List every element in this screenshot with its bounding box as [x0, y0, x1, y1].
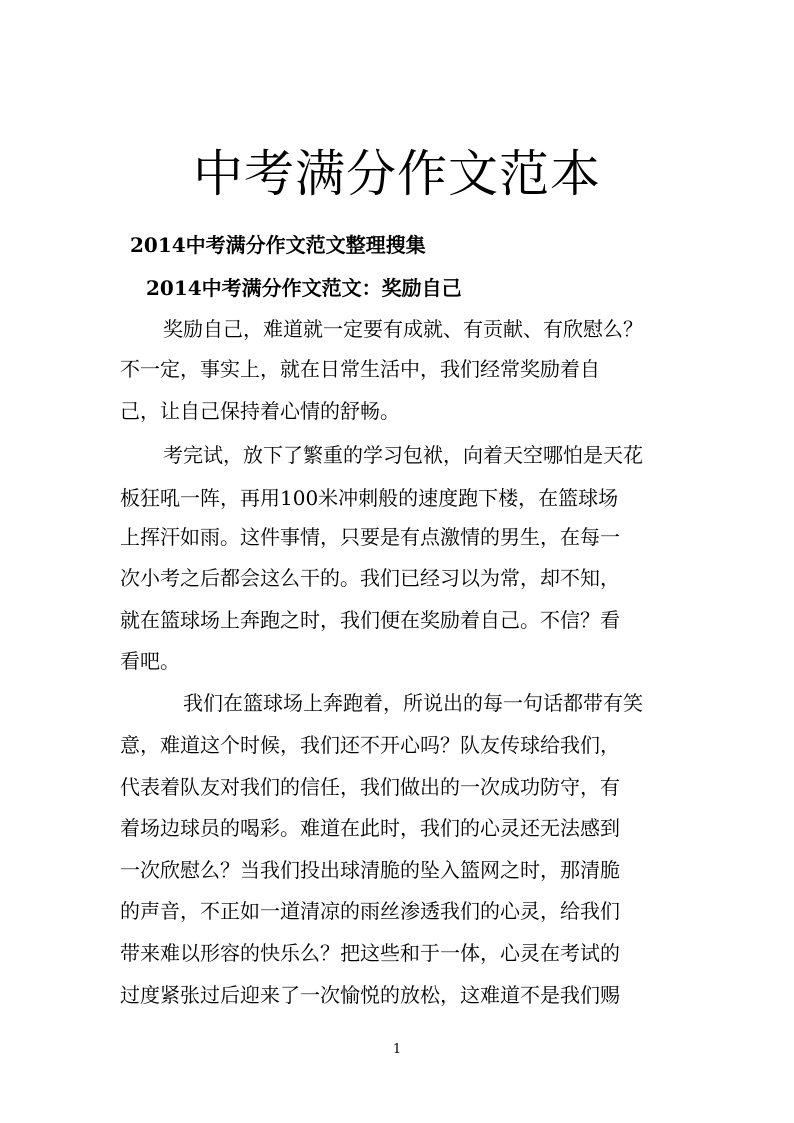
paragraph-3-line-3: 代表着队友对我们的信任，我们做出的一次成功防守，有 [120, 775, 620, 799]
document-title: 中考满分作文范本 [193, 145, 601, 203]
paragraph-1-line-2: 不一定，事实上，就在日常生活中，我们经常奖励着自 [120, 357, 600, 381]
essay-heading: 2014中考满分作文范文：奖励自己 [146, 276, 462, 300]
page-number: 1 [392, 1042, 402, 1057]
paragraph-3-line-7: 带来难以形容的快乐么？把这些和于一体，心灵在考试的 [120, 941, 620, 965]
paragraph-2-line-5: 就在篮球场上奔跑之时，我们便在奖励着自己。不信？看 [120, 608, 620, 632]
paragraph-1-line-1: 奖励自己，难道就一定要有成就、有贡献、有欣慰么？ [163, 317, 643, 341]
paragraph-3-line-2: 意，难道这个时候，我们还不开心吗？队友传球给我们， [120, 733, 620, 757]
collection-heading: 2014中考满分作文范文整理搜集 [130, 233, 426, 257]
paragraph-3-line-8: 过度紧张过后迎来了一次愉悦的放松，这难道不是我们赐 [120, 983, 620, 1007]
paragraph-1-line-3: 己，让自己保持着心情的舒畅。 [120, 399, 400, 423]
paragraph-3-line-4: 着场边球员的喝彩。难道在此时，我们的心灵还无法感到 [120, 816, 620, 840]
paragraph-2-line-2: 板狂吼一阵，再用100米冲刺般的速度跑下楼，在篮球场 [120, 486, 619, 510]
paragraph-2-line-1: 考完试，放下了繁重的学习包袱，向着天空哪怕是天花 [163, 443, 643, 467]
paragraph-3-line-1: 我们在篮球场上奔跑着，所说出的每一句话都带有笑 [183, 691, 643, 715]
paragraph-2-line-6: 看吧。 [120, 649, 180, 673]
paragraph-2-line-3: 上挥汗如雨。这件事情，只要是有点激情的男生，在每一 [120, 525, 620, 549]
paragraph-3-line-6: 的声音，不正如一道清凉的雨丝渗透我们的心灵，给我们 [120, 899, 620, 923]
paragraph-3-line-5: 一次欣慰么？当我们投出球清脆的坠入篮网之时，那清脆 [120, 858, 620, 882]
paragraph-2-line-4: 次小考之后都会这么干的。我们已经习以为常，却不知， [120, 566, 620, 590]
